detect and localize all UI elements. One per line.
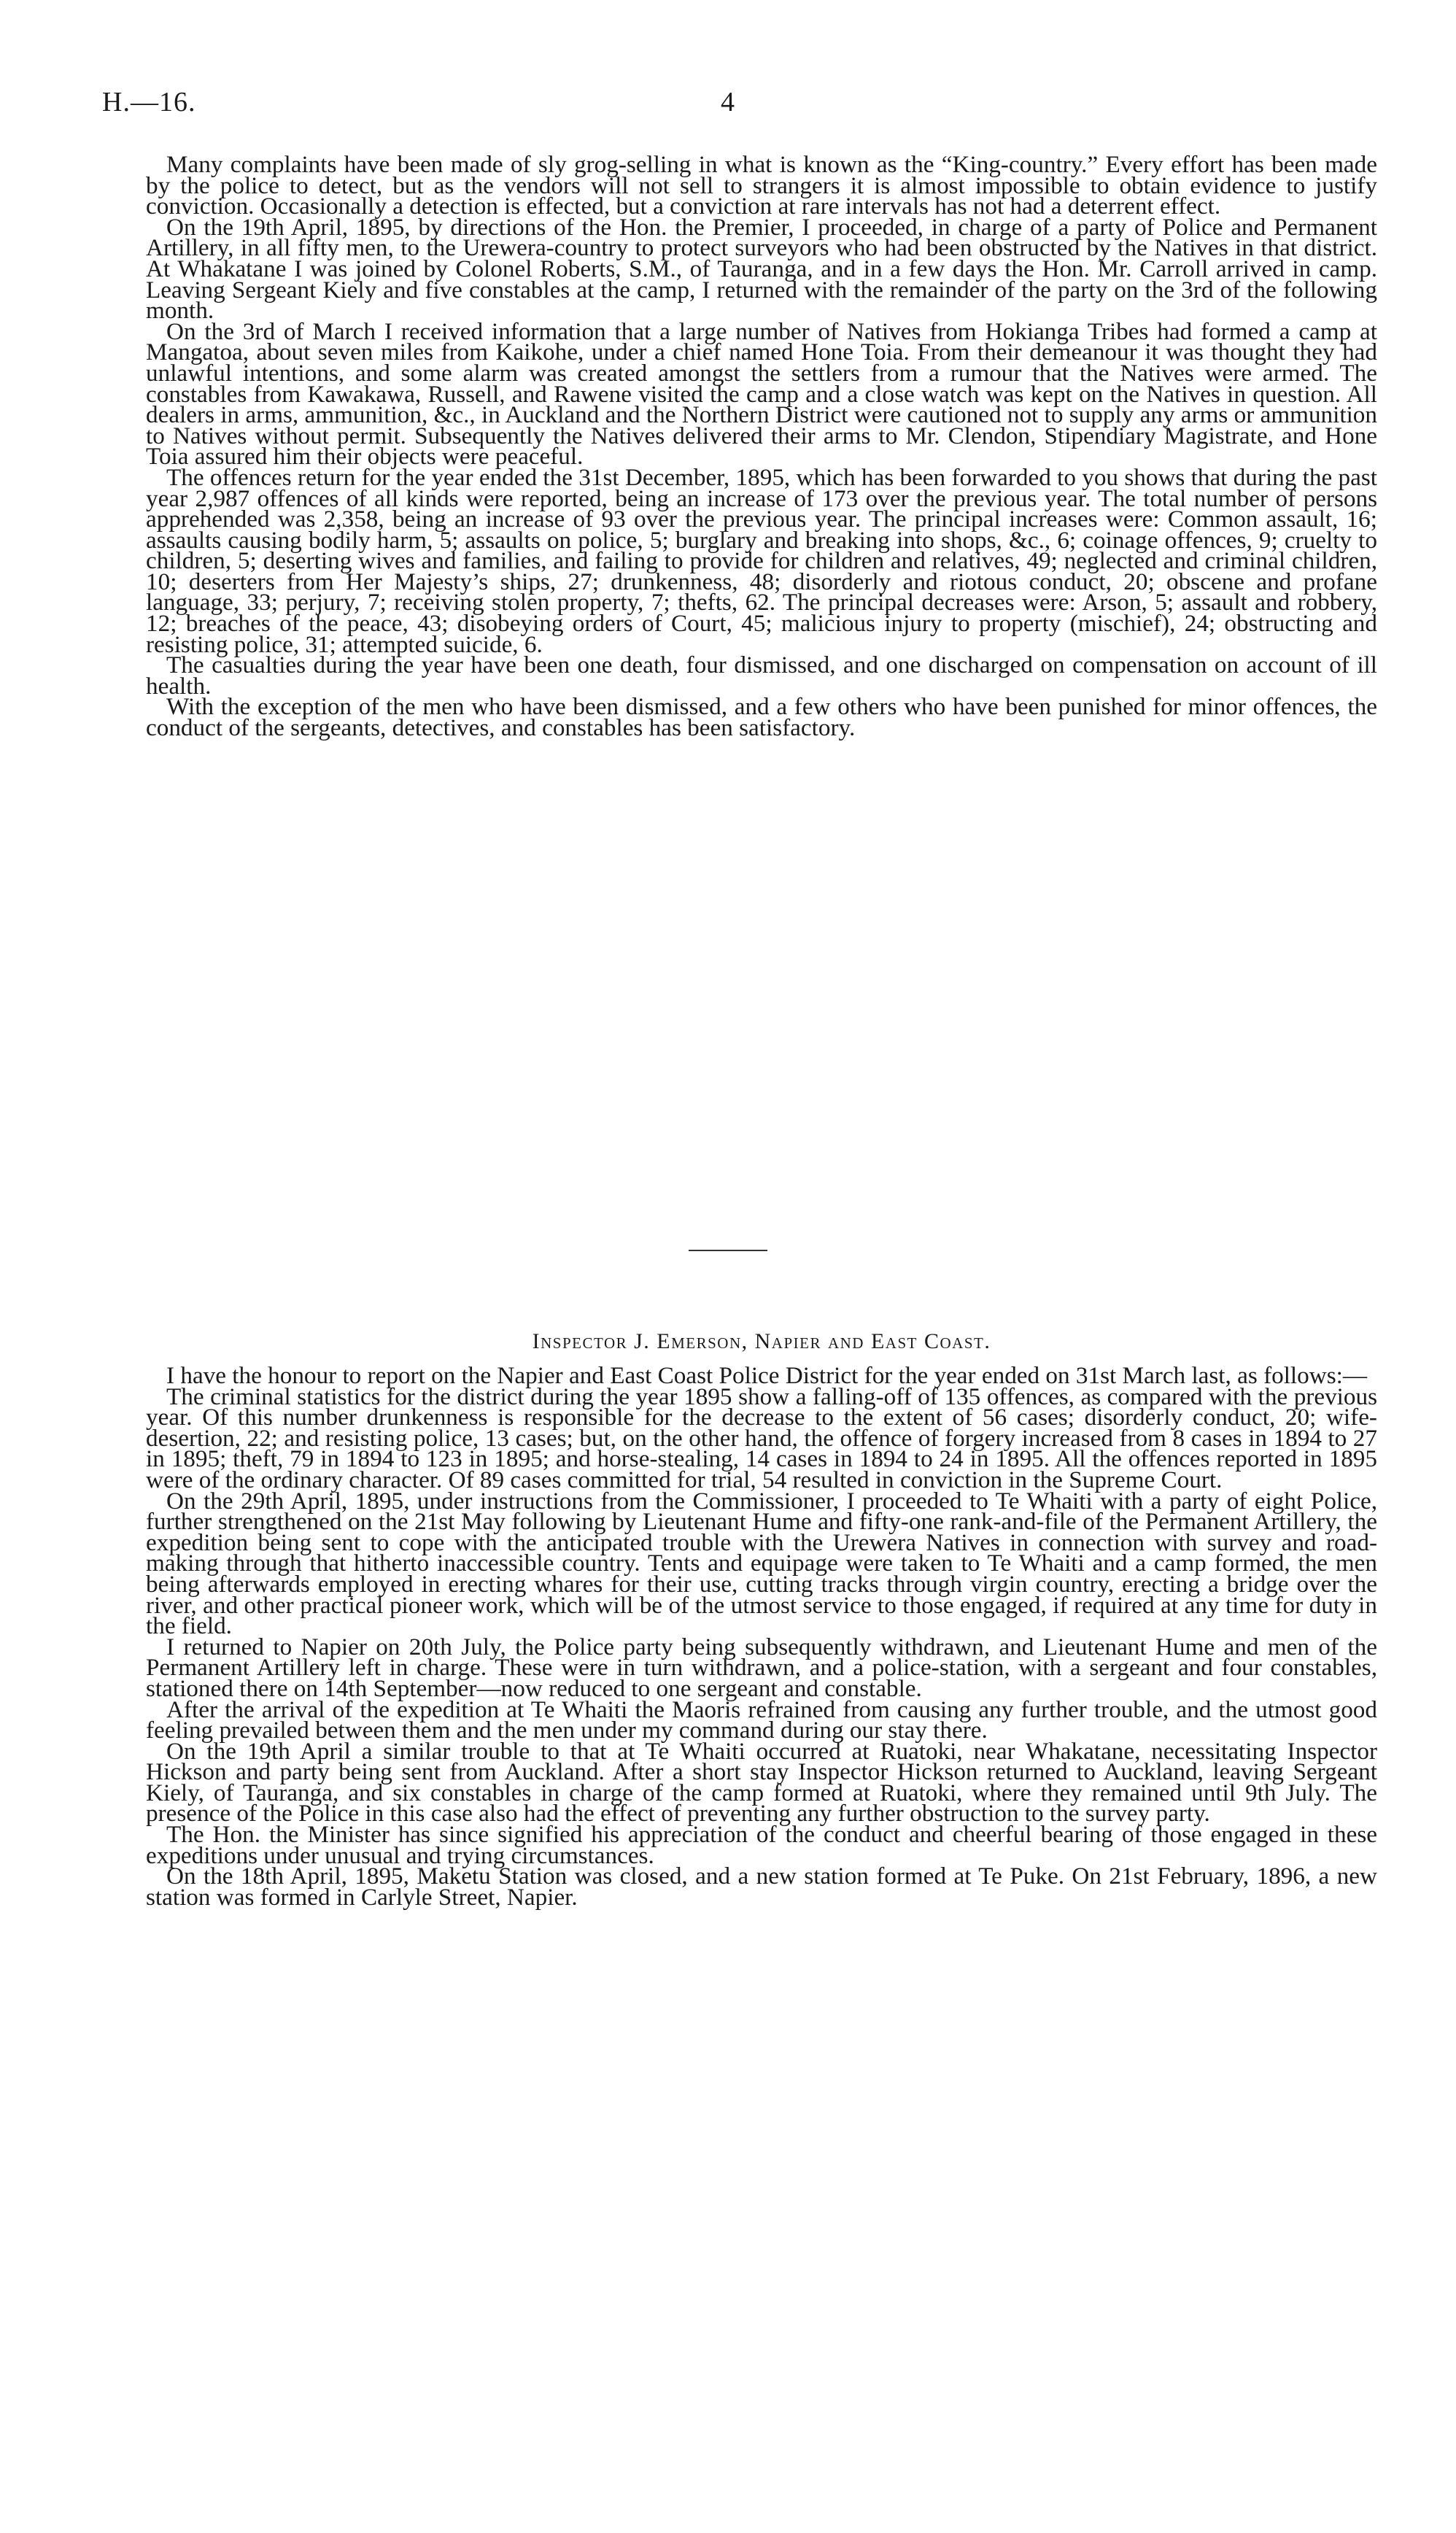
report-section-auckland xyxy=(146,151,1377,742)
paragraph-stations: On the 18th April, 1895, Maketu Station was closed, and a new station formed at Te Puke. On 21st February, 1896, a new station was formed in Carlyle Street, Napier. xyxy=(146,1863,1377,1911)
paragraph-urewera-expedition: On the 19th April, 1895, by directions of the Hon. the Premier, I proceeded, in charge of a party of Police and Permanent Artillery, in all fifty men, to the Urewera-country to protect surveyors who had been obstructed by the Natives in that district. At Whakatane I was joined by Colonel Roberts, S.M., of Tauranga, and in a few days the Hon. Mr. Carroll arrived in camp. Leaving Sergeant Kiely and five constables at the camp, I returned with the remainder of the party on the 3rd of the following month. xyxy=(146,213,1377,325)
page-header xyxy=(102,86,1377,130)
paragraph-minister-appreciation: The Hon. the Minister has since signified his appreciation of the conduct and cheerful bearing of those engaged in these expeditions under unusual and trying circumstances. xyxy=(146,1821,1377,1869)
paragraph-casualties: The casualties during the year have been one death, four dismissed, and one discharged on compensation on account of ill health. xyxy=(146,651,1377,700)
paragraph-grog-selling: Many complaints have been made of sly grog-selling in what is known as the “King-country.” Every effort has been made by the police to detect, but as the vendors will not sell to strangers it is almost impossible to obtain evidence to justify conviction. Occasionally a detection is effected, but a conviction at rare intervals has not had a deterrent effect. xyxy=(146,151,1377,220)
paragraph-conduct: With the exception of the men who have been dismissed, and a few others who have been punished for minor offences, the conduct of the sergeants, detectives, and constables has been satisfactory. xyxy=(146,693,1377,742)
section-heading: Inspector J. Emerson, Napier and East Coast. xyxy=(532,1329,991,1353)
paragraph-introduction: I have the honour to report on the Napier and East Coast Police District for the year ended on 31st March last, as follows:— xyxy=(166,1362,1368,1389)
paragraph-hokianga-natives: On the 3rd of March I received information that a large number of Natives from Hokianga Tribes had formed a camp at Mangatoa, about seven miles from Kaikohe, under a chief named Hone Toia. From their demeanour it was thought they had unlawful intentions, and some alarm was created amongst the settlers from a rumour that the Natives were armed. The constables from Kawakawa, Russell, and Rawene visited the camp and a close watch was kept on the Natives in question. All dealers in arms, ammunition, &c., in Auckland and the Northern District were cautioned not to supply any arms or ammunition to Natives without permit. Subsequently the Natives delivered their arms to Mr. Clendon, Stipendiary Magistrate, and Hone Toia assured him their objects were peaceful. xyxy=(146,317,1377,471)
document-reference: H.—16. xyxy=(102,87,196,117)
paragraph-offences-return: The offences return for the year ended the 31st December, 1895, which has been forwarded to you shows that during the past year 2,987 offences of all kinds were reported, being an increase of 173 over the previous year. The total number of persons apprehended was 2,358, being an increase of 93 over the previous year. The principal increases were: Common assault, 16; assaults causing bodily harm, 5; assaults on police, 5; burglary and breaking into shops, &c., 6; coinage offences, 9; cruelty to children, 5; deserting wives and families, and failing to provide for children and relatives, 49; neglected and criminal children, 10; deserters from Her Majesty’s ships, 27; drunkenness, 48; disorderly and riotous conduct, 20; obscene and profane language, 33; perjury, 7; receiving stolen property, 7; thefts, 62. The principal decreases were: Arson, 5; assault and robbery, 12; breaches of the peace, 43; disobeying orders of Court, 45; malicious injury to property (mischief), 24; obstructing and resisting police, 31; attempted suicide, 6. xyxy=(146,463,1377,658)
paragraph-criminal-statistics: The criminal statistics for the district during the year 1895 show a falling-off of 135 offences, as compared with the previous year. Of this number drunkenness is responsible for the decrease to the extent of 56 cases; disorderly conduct, 20; wife-desertion, 22; and resisting police, 13 cases; but, on the other hand, the offence of forgery increased from 8 cases in 1894 to 27 in 1895; theft, 79 in 1894 to 123 in 1895; and horse-stealing, 14 cases in 1894 to 24 in 1895. All the offences reported in 1895 were of the ordinary character. Of 89 cases committed for trial, 54 resulted in conviction in the Supreme Court. xyxy=(146,1382,1377,1493)
paragraph-ruatoki: On the 19th April a similar trouble to that at Te Whaiti occurred at Ruatoki, near Whakatane, necessitating Inspector Hickson and party being sent from Auckland. After a short stay Inspector Hickson returned to Auckland, leaving Sergeant Kiely, of Tauranga, and six constables in charge of the camp formed at Ruatoki, where they remained until 9th July. The presence of the Police in this case also had the effect of preventing any further obstruction to the survey party. xyxy=(146,1737,1377,1828)
paragraph-te-whaiti-expedition: On the 29th April, 1895, under instructions from the Commissioner, I proceeded to Te Whaiti with a party of eight Police, further strengthened on the 21st May following by Lieutenant Hume and fifty-one rank-and-file of the Permanent Artillery, the expedition being sent to cope with the anticipated trouble with the Urewera Natives in connection with survey and road-making through that hitherto inaccessible country. Tents and equipage were taken to Te Whaiti and a camp formed, the men being afterwards employed in erecting whares for their use, cutting tracks through virgin country, erecting a bridge over the river, and other practical pioneer work, which will be of the utmost service to those engaged, if required at any time for duty in the field. xyxy=(146,1487,1377,1640)
report-section-napier xyxy=(146,1362,1377,1911)
page-number: 4 xyxy=(721,87,735,117)
paragraph-maori-relations: After the arrival of the expedition at Te Whaiti the Maoris refrained from causing any further trouble, and the utmost good feeling prevailed between them and the men under my command during our stay there. xyxy=(146,1695,1377,1744)
paragraph-return-to-napier: I returned to Napier on 20th July, the Police party being subsequently withdrawn, and Lieutenant Hume and men of the Permanent Artillery left in charge. These were in turn withdrawn, and a police-station, with a sergeant and four constables, stationed there on 14th September—now reduced to one sergeant and constable. xyxy=(146,1633,1377,1702)
section-divider xyxy=(689,1250,767,1251)
